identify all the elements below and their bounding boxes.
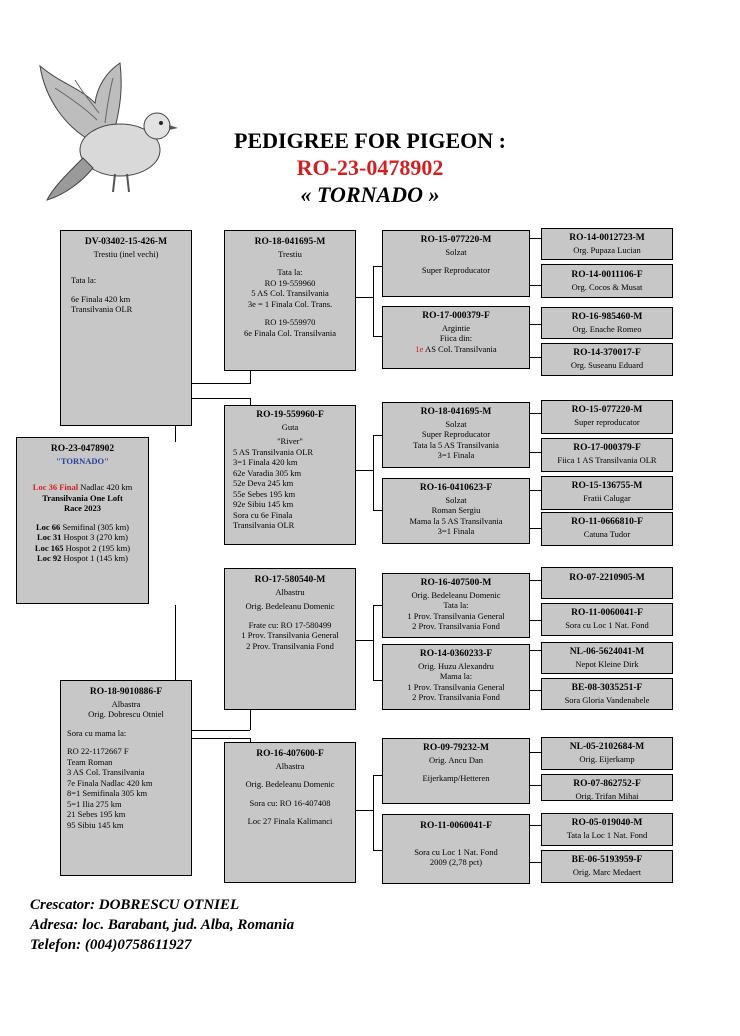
gen3-box-4: RO-16-0410623-F Solzat Roman Sergiu Mama la 5 AS Transilvania 3=1 Finala (382, 478, 530, 544)
gen3-box-5: RO-16-407500-M Orig. Bedeleanu Domenic Tata la: 1 Prov. Transilvania General 2 Prov. Transilvania Fond (382, 573, 530, 638)
granddam-paternal-box: RO-19-559960-F Guta "River" 5 AS Transilvania OLR 3=1 Finala 420 km 62e Varadia 305 km 52e Deva 245 km 55e Sebes 195 km 92e Sibiu 145 km Sora cu 6e Finala Transilvania OLR (224, 405, 356, 545)
gen4-box-5: RO-15-077220-M Super reproducator (541, 400, 673, 434)
subject-box: RO-23-0478902 "TORNADO" Loc 36 Final Nadlac 420 km Transilvania One Loft Race 2023 Loc 66 Semifinal (305 km) Loc 31 Hospot 3 (270 km) Loc 165 Hospot 2 (195 km) Loc 92 Hospot 1 (145 km) (16, 437, 149, 604)
gen3-box-6: RO-14-0360233-F Orig. Huzu Alexandru Mama la: 1 Prov. Transilvania General 2 Prov. Transilvania Fond (382, 644, 530, 710)
pigeon-id: DV-03402-15-426-M (84, 237, 168, 247)
gen4-box-1: RO-14-0012723-M Org. Pupaza Lucian (541, 228, 673, 260)
gen4-box-10: RO-11-0060041-F Sora cu Loc 1 Nat. Fond (541, 603, 673, 636)
grandsire-paternal-box: RO-18-041695-M Trestiu Tata la: RO 19-559960 5 AS Col. Transilvania 3e = 1 Finala Col. Trans. RO 19-559970 6e Finala Col. Transilvania (224, 230, 356, 371)
gen4-box-14: RO-07-862752-F Orig. Trifan Mihai (541, 774, 673, 801)
gen4-box-16: BE-06-5193959-F Orig. Marc Medaert (541, 850, 673, 883)
gen4-box-11: NL-06-5624041-M Nepot Kleine Dirk (541, 642, 673, 674)
pigeon-id: RO-18-9010886-F (89, 687, 163, 697)
dam-box: RO-18-9010886-F Albastra Orig. Dobrescu Otniel Sora cu mama la: RO 22-1172667 F Team Roman 3 AS Col. Transilvania 7e Finala Nadlac 420 km 8=1 Semifinala 305 km 5=1 Ilia 275 km 21 Sebes 195 km 95 Sibiu 145 km (60, 680, 192, 876)
sire-box: DV-03402-15-426-M Trestiu (inel vechi) Tata la: 6e Finala 420 km Transilvania OLR (60, 230, 192, 426)
pigeon-logo (35, 58, 185, 208)
breeder-name: Crescator: DOBRESCU OTNIEL (30, 897, 240, 913)
page-title: PEDIGREE FOR PIGEON : (234, 128, 506, 153)
granddam-maternal-box: RO-16-407600-F Albastra Orig. Bedeleanu Domenic Sora cu: RO 16-407408 Loc 27 Finala Kalimanci (224, 742, 356, 883)
grandsire-maternal-box: RO-17-580540-M Albastru Orig. Bedeleanu Domenic Frate cu: RO 17-580499 1 Prov. Transilvania General 2 Prov. Transilvania Fond (224, 568, 356, 710)
final-result: Loc 36 Final (32, 482, 79, 492)
gen4-box-7: RO-15-136755-M Fratii Calugar (541, 476, 673, 510)
gen4-box-8: RO-11-0666810-F Catuna Tudor (541, 512, 673, 546)
ring-number: RO-23-0478902 (296, 155, 444, 180)
gen4-box-12: BE-08-3035251-F Sora Gloria Vandenabele (541, 678, 673, 710)
gen4-box-2: RO-14-0011106-F Org. Cocos & Musat (541, 264, 673, 298)
gen3-box-1: RO-15-077220-M Solzat Super Reproducator (382, 230, 530, 297)
pigeon-id: RO-23-0478902 (50, 444, 115, 454)
gen4-box-4: RO-14-370017-F Org. Suseanu Eduard (541, 343, 673, 376)
gen3-box-8: RO-11-0060041-F Sora cu Loc 1 Nat. Fond 2009 (2,78 pct) (382, 814, 530, 884)
gen4-box-13: NL-05-2102684-M Orig. Eijerkamp (541, 737, 673, 770)
gen3-box-7: RO-09-79232-M Orig. Ancu Dan Eijerkamp/Hetteren (382, 738, 530, 804)
breeder-phone: Telefon: (004)0758611927 (30, 937, 192, 953)
gen4-box-15: RO-05-019040-M Tata la Loc 1 Nat. Fond (541, 813, 673, 846)
breeder-address: Adresa: loc. Barabant, jud. Alba, Romania (30, 917, 295, 933)
gen3-box-2: RO-17-000379-F Argintie Fiica din: 1e AS Col. Transilvania (382, 306, 530, 369)
gen4-box-3: RO-16-985460-M Org. Enache Romeo (541, 307, 673, 339)
pigeon-nickname: "TORNADO" (56, 455, 109, 466)
gen4-box-9: RO-07-2210905-M (541, 567, 673, 599)
pigeon-name: « TORNADO » (300, 182, 440, 207)
gen4-box-6: RO-17-000379-F Fiica 1 AS Transilvania OLR (541, 438, 673, 472)
gen3-box-3: RO-18-041695-M Solzat Super Reproducator Tata la 5 AS Transilvania 3=1 Finala (382, 402, 530, 468)
